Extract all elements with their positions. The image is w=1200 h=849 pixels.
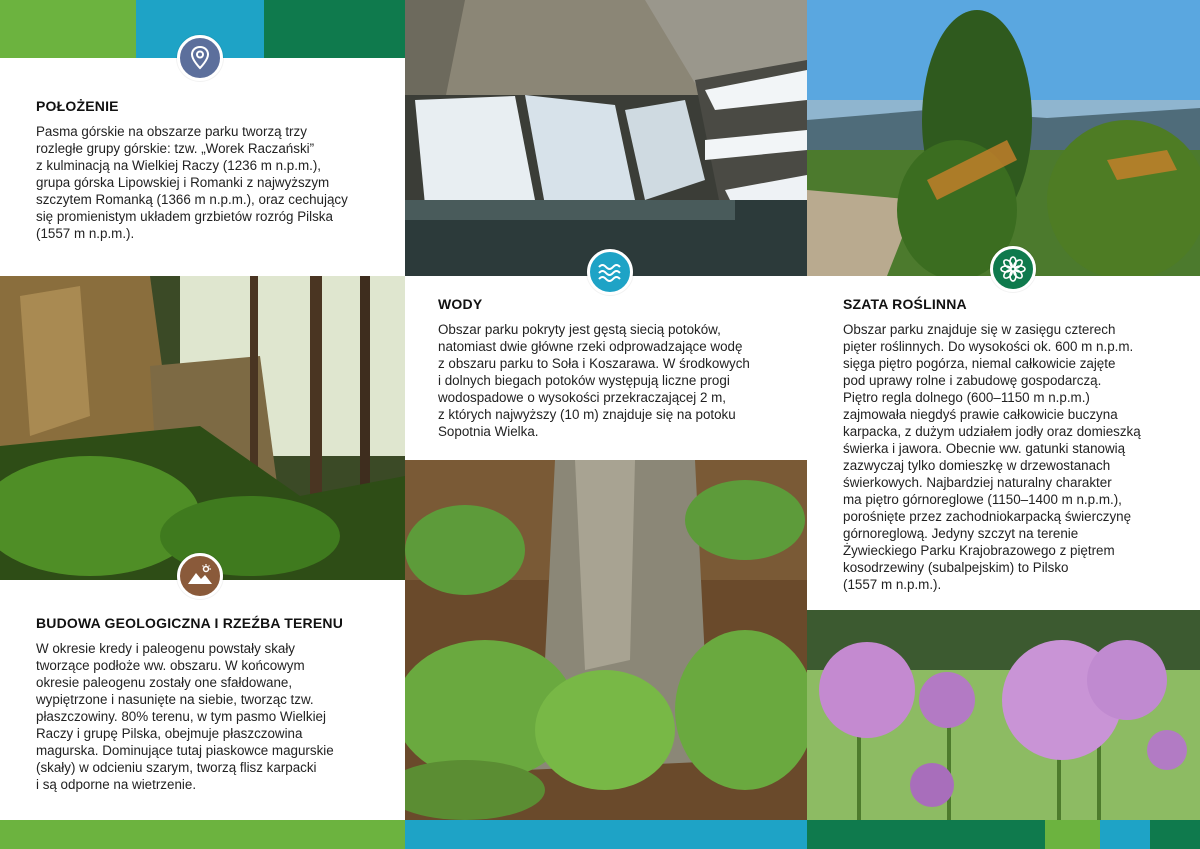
waves-glyph [595,257,625,287]
bottom-bar-green-dark-right [807,820,1045,849]
section-text-wody: Obszar parku pokryty jest gęstą siecią potoków, natomiast dwie główne rzeki odprowadzające wodę z obszaru parku to Soła i Koszarawa. W środkowych i dolnych biegach potoków występują liczne progi wodospadowe o wysokości przekraczającej 2 m, z których najwyższy (10 m) znajduje się na potoku Sopotnia Wielka. [438,322,750,439]
waves-icon [587,249,633,295]
mountain-sun-glyph [185,561,215,591]
photo-chives-flowers [807,610,1200,820]
flower-glyph [998,254,1028,284]
section-title-budowa-geologiczna: BUDOWA GEOLOGICZNA I RZEŹBA TERENU [36,615,344,631]
section-text-polozenie: Pasma górskie na obszarze parku tworzą trzy rozległe grupy górskie: tzw. „Worek Raczański” z kulminacją na Wielkiej Raczy (1236 m n.p.m.), grupa górska Lipowskiej i Romanki z najwyższym szczytem Romanką (1366 m n.p.m.), oraz cechujący się promienistym układem grzbietów rozróg Pilska (1557 m n.p.m.). [36,124,348,241]
bottom-bar-teal-right [1100,820,1150,849]
top-bar-green-dark [264,0,405,58]
bottom-bar-green-dark-end [1150,820,1200,849]
bottom-bar-teal-middle [405,820,807,849]
bottom-bar-green-light-right [1045,820,1100,849]
top-bar-green-light [0,0,136,58]
photo-sandstone-rocks [0,276,405,580]
map-pin-glyph [185,43,215,73]
mountain-sun-icon [177,553,223,599]
section-title-szata-roslinna: SZATA ROŚLINNA [843,296,967,312]
photo-waterfall [405,0,807,276]
bottom-bar-green-left [0,820,405,849]
photo-mountain-pine [807,0,1200,276]
section-text-szata-roslinna: Obszar parku znajduje się w zasięgu czterech pięter roślinnych. Do wysokości ok. 600 m n.p.m. sięga piętro pogórza, niemal całkowicie zajęte pod uprawy rolne i zabudowę gospodarczą. Piętro regla dolnego (600–1150 m n.p.m.) zajmowała niegdyś prawie całkowicie buczyna karpacka, z dużym udziałem jodły oraz domieszką świerka i jawora. Obecnie ww. gatunki stanowią zazwyczaj tylko domieszkę w drzewostanach świerkowych. Najbardziej naturalny charakter ma piętro górnoreglowe (1150–1400 m n.p.m.), porośnięte przez zachodniokarpacką świerczynę górnoreglową. Jedyny szczyt na terenie Żywieckiego Parku Krajobrazowego z piętrem kosodrzewiny (subalpejskim) to Pilsko (1557 m n.p.m.). [843,322,1141,592]
flower-icon [990,246,1036,292]
section-text-budowa-geologiczna: W okresie kredy i paleogenu powstały skały tworzące podłoże ww. obszaru. W końcowym okresie paleogenu zostały one sfałdowane, wypiętrzone i nasunięte na siebie, tworząc tzw. płaszczowiny. 80% terenu, w tym pasmo Wielkiej Raczy i grupę Pilska, obejmuje płaszczowina magurska. Dominujące tutaj piaskowce magurskie (skały) w odcieniu szarym, tworzą flisz karpacki i są odporne na wietrzenie. [36,641,334,792]
map-pin-icon [177,35,223,81]
section-title-wody: WODY [438,296,483,312]
photo-beech-tree-hellebore [405,460,807,820]
section-title-polozenie: POŁOŻENIE [36,98,119,114]
